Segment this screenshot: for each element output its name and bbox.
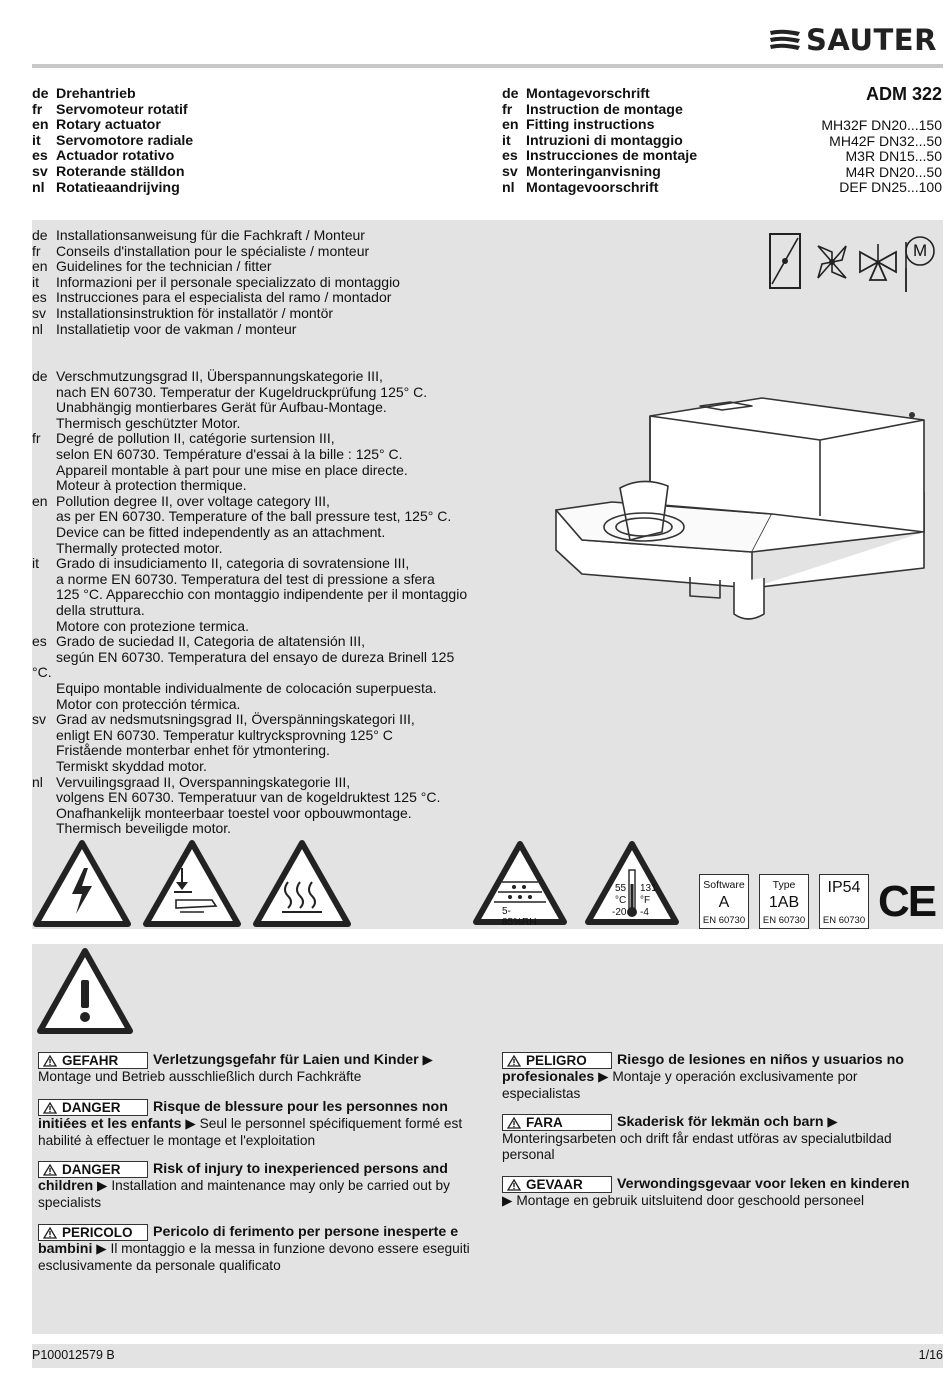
header-row: [502, 134, 683, 150]
temp-min-c: -20: [612, 907, 627, 918]
spec-block: [32, 494, 492, 556]
warning-triangle-icon: [43, 1227, 57, 1239]
spec-line: °C.: [32, 664, 52, 681]
warning-title: Verletzungsgefahr für Laien und Kinder: [153, 1052, 419, 1068]
variant-item: MH32F DN20...150: [821, 117, 942, 133]
header-text: Roterande ställdon: [56, 164, 185, 180]
warning-block: [38, 1224, 478, 1274]
spec-block: [32, 556, 492, 634]
header-row: [32, 149, 174, 165]
header-row: [32, 87, 136, 103]
lang-code: nl: [502, 179, 515, 196]
lang-code: sv: [32, 164, 48, 180]
spec-line: nach EN 60730. Temperatur der Kugeldruckprüfung 125° C.: [56, 383, 428, 400]
spec-line: Thermally protected motor.: [56, 539, 223, 556]
motor-symbol-label: M: [913, 241, 928, 260]
spec-block: [32, 775, 492, 837]
humidity-range: 5-85%RH: [502, 906, 537, 928]
guideline-row: [32, 306, 333, 322]
spec-line: Device can be fitted independently as an attachment.: [56, 523, 386, 540]
lang-code: it: [32, 555, 39, 572]
header-text: Servomoteur rotatif: [56, 101, 188, 118]
warning-body: ▶ Montage und Betrieb ausschließlich durch Fachkräfte: [38, 1052, 433, 1084]
model-number: ADM 322: [865, 84, 942, 104]
warning-block: [502, 1176, 922, 1209]
guideline-row: [32, 259, 272, 275]
footer-bar: [32, 1344, 943, 1368]
guideline-text: Guidelines for the technician / fitter: [56, 258, 272, 275]
warning-tag: [502, 1176, 612, 1193]
spec-line: Motore con protezione termica.: [56, 617, 249, 634]
header-row: [502, 165, 661, 181]
lang-code: de: [32, 227, 48, 243]
ip-rating-badge: IP54 EN 60730: [819, 874, 869, 929]
spec-line: a norme EN 60730. Temperatura del test di pressione a sfera: [56, 570, 435, 587]
lang-code: es: [32, 633, 47, 650]
header-text: Rotatieaandrijving: [56, 179, 180, 196]
lang-code: it: [502, 132, 511, 149]
hot-surface-hazard-icon: [252, 838, 352, 928]
warning-body: ▶ Installation and maintenance may only be carried out by specialists: [38, 1178, 450, 1210]
page-number: 1/16: [918, 1348, 943, 1362]
warning-tag: [38, 1052, 148, 1069]
header-row: [32, 181, 180, 197]
spec-line: Vervuilingsgraad II, Overspanningskategorie III,: [56, 773, 351, 790]
warning-tag: [38, 1099, 148, 1116]
lang-code: nl: [32, 773, 43, 790]
temp-min-f: -4: [640, 907, 649, 918]
type-badge: Type 1AB EN 60730: [759, 874, 809, 929]
spec-line: enligt EN 60730. Temperatur kultrycksprovning 125° C: [56, 726, 393, 743]
guideline-row: [32, 228, 365, 244]
warning-triangle-icon: [43, 1102, 57, 1114]
ce-mark: CE: [878, 877, 936, 926]
butterfly-valve-icon: [812, 242, 852, 282]
lang-code: fr: [32, 430, 41, 447]
spec-line: Grad av nedsmutsningsgrad II, Överspänningskategori III,: [56, 711, 415, 728]
guideline-row: [32, 244, 369, 260]
spec-line: as per EN 60730. Temperature of the ball pressure test, 125° C.: [56, 508, 452, 525]
guideline-text: Installationsanweisung für die Fachkraft / Monteur: [56, 227, 365, 243]
warning-body: ▶ Montaje y operación exclusivamente por especialistas: [502, 1069, 858, 1101]
header-text: Actuador rotativo: [56, 148, 175, 165]
header-text: Drehantrieb: [56, 86, 136, 102]
spec-line: Grado di insudiciamento II, categoria di sovratensione III,: [56, 555, 410, 572]
spec-line: selon EN 60730. Température d'essai à la bille : 125° C.: [56, 445, 403, 462]
actuator-illustration: [552, 392, 932, 627]
variant-item: MH42F DN32...50: [829, 132, 942, 149]
spec-line: 125 °C. Apparecchio con montaggio indipendente per il montaggio: [56, 586, 468, 603]
spec-block: [32, 431, 492, 493]
temp-unit-f: °F: [640, 895, 651, 906]
spec-line: Termiskt skyddad motor.: [56, 757, 207, 774]
guideline-text: Informazioni per il personale specializzato di montaggio: [56, 273, 400, 290]
spec-line: Fristående monterbar enhet för ytmontering.: [56, 742, 330, 759]
lang-code: es: [32, 289, 47, 306]
spec-line: della struttura.: [56, 601, 145, 618]
header-text: Instruction de montage: [526, 101, 683, 118]
spec-line: Thermisch geschützter Motor.: [56, 414, 241, 431]
spec-line: Equipo montable individualmente de colocación superpuesta.: [56, 679, 437, 696]
warning-tag-label: DANGER: [62, 1161, 121, 1177]
temp-max-f: 131: [640, 883, 657, 894]
warning-tag-label: GEVAAR: [526, 1176, 583, 1192]
lang-code: de: [502, 86, 519, 102]
warning-triangle-icon: [507, 1117, 521, 1129]
header-text: Montagevorschrift: [526, 86, 650, 102]
temp-unit-c: °C: [615, 895, 627, 906]
lang-code: sv: [32, 711, 46, 728]
variant-item: DEF DN25...100: [839, 179, 942, 196]
lang-code: nl: [32, 179, 45, 196]
guideline-row: [32, 290, 391, 306]
warning-tag-label: PERICOLO: [62, 1224, 133, 1240]
electric-hazard-icon: [32, 838, 132, 928]
lang-code: it: [32, 132, 41, 149]
warning-block: [38, 1161, 478, 1211]
header-text: Rotary actuator: [56, 117, 161, 134]
variant-item: M3R DN15...50: [845, 148, 942, 165]
warning-body: ▶ Seul le personnel spécifiquement formé est habilité à effectuer le montage et l'exploitation: [38, 1116, 463, 1148]
variant-item: M4R DN20...50: [845, 163, 942, 180]
warning-tag: [38, 1224, 148, 1241]
warning-block: [502, 1114, 922, 1163]
guideline-text: Conseils d'installation pour le spécialiste / monteur: [56, 242, 370, 259]
warning-body: ▶ Monteringsarbeten och drift får endast utföras av specialutbildad personal: [502, 1114, 892, 1162]
warning-triangle-icon: [43, 1164, 57, 1176]
spec-line: Motor con protección térmica.: [56, 695, 241, 712]
warning-tag-label: FARA: [526, 1114, 563, 1130]
warning-title: Risk of injury to inexperienced persons and children: [38, 1161, 448, 1194]
warning-body: ▶ Il montaggio e la messa in funzione devono essere eseguiti esclusivamente da personale qualificato: [38, 1241, 470, 1273]
spec-line: Verschmutzungsgrad II, Überspannungskategorie III,: [56, 368, 383, 384]
lang-code: nl: [32, 320, 43, 337]
spec-line: Onafhankelijk monteerbaar toestel voor opbouwmontage.: [56, 804, 412, 821]
lang-code: en: [32, 258, 48, 275]
spec-line: Appareil montable à part pour une mise en place directe.: [56, 461, 408, 478]
warning-title: Risque de blessure pour les personnes non initiées et les enfants: [38, 1099, 448, 1132]
warning-title: Skaderisk för lekmän och barn: [617, 1114, 824, 1130]
three-way-valve-icon: [858, 242, 898, 282]
spec-line: Unabhängig montierbares Gerät für Aufbau-Montage.: [56, 399, 387, 416]
brand-name: SAUTER: [806, 23, 937, 57]
header-row: [502, 87, 650, 103]
warning-title: Pericolo di ferimento per persone inesperte e bambini: [38, 1224, 459, 1257]
warning-tag: [38, 1161, 148, 1178]
lang-code: it: [32, 273, 39, 290]
lang-code: en: [32, 117, 49, 134]
spec-block: [32, 634, 492, 712]
warning-tag: [502, 1114, 612, 1131]
header-row: [32, 118, 161, 134]
guideline-row: [32, 322, 296, 338]
lang-code: es: [32, 148, 48, 165]
spec-line: Degré de pollution II, catégorie surtension III,: [56, 430, 335, 447]
lang-code: de: [32, 86, 49, 102]
lang-code: sv: [502, 164, 518, 180]
spec-line: según EN 60730. Temperatura del ensayo de dureza Brinell 125: [56, 648, 455, 665]
header-row: [32, 165, 185, 181]
header-row: [32, 103, 188, 119]
warning-title: Verwondingsgevaar voor leken en kinderen: [617, 1176, 910, 1192]
spec-line: Moteur à protection thermique.: [56, 477, 247, 494]
warning-triangle-icon: [507, 1055, 521, 1067]
temperature-icon: [584, 840, 680, 926]
guideline-text: Installatietip voor de vakman / monteur: [56, 320, 297, 337]
header-rule: [32, 64, 943, 68]
sauter-wing-icon: [768, 27, 802, 53]
header-row: [32, 134, 193, 150]
spec-block: [32, 712, 492, 774]
header-row: [502, 149, 697, 165]
spec-block: [32, 369, 492, 431]
guideline-text: Instrucciones para el especialista del ramo / montador: [56, 289, 392, 306]
document-number: P100012579 B: [32, 1348, 115, 1362]
lang-code: fr: [502, 101, 513, 118]
lang-code: sv: [32, 305, 46, 321]
damper-icon: [768, 232, 802, 290]
motor-symbol: [902, 228, 942, 298]
header-text: Fitting instructions: [526, 117, 655, 134]
warning-tag-label: GEFAHR: [62, 1052, 119, 1068]
sauter-logo: [768, 22, 944, 58]
warning-tag-label: DANGER: [62, 1099, 121, 1115]
temp-max-c: 55: [615, 883, 627, 894]
warning-title: Riesgo de lesiones en niños y usuarios no profesionales: [502, 1052, 904, 1085]
lang-code: de: [32, 368, 48, 384]
lang-code: es: [502, 148, 518, 165]
header-row: [502, 118, 654, 134]
lang-code: en: [502, 117, 519, 134]
spec-line: Grado de suciedad II, Categoria de altatensión III,: [56, 633, 365, 650]
header-text: Intruzioni di montaggio: [526, 132, 683, 149]
header-text: Montagevoorschrift: [526, 179, 659, 196]
lang-code: en: [32, 492, 48, 509]
warning-block: [38, 1099, 478, 1149]
warning-body: ▶ Montage en gebruik uitsluitend door geschoold personeel: [502, 1193, 865, 1208]
warning-block: [38, 1052, 478, 1085]
software-class-badge: Software A EN 60730: [699, 874, 749, 929]
spec-line: Pollution degree II, over voltage category III,: [56, 492, 330, 509]
warning-tag-label: PELIGRO: [526, 1052, 587, 1068]
spec-line: Thermisch beveiligde motor.: [56, 820, 232, 837]
lang-code: fr: [32, 101, 43, 118]
warning-block: [502, 1052, 922, 1102]
warning-triangle-icon: [43, 1055, 57, 1067]
general-warning-icon: [36, 946, 134, 1036]
warning-triangle-icon: [507, 1179, 521, 1191]
guideline-row: [32, 275, 400, 291]
lang-code: fr: [32, 242, 41, 259]
spec-line: volgens EN 60730. Temperatuur van de kogeldruktest 125 °C.: [56, 789, 441, 806]
hand-crush-hazard-icon: [142, 838, 242, 928]
header-text: Servomotore radiale: [56, 132, 194, 149]
header-text: Monteringanvisning: [526, 164, 661, 180]
guideline-text: Installationsinstruktion för installatör / montör: [56, 305, 334, 321]
header-row: [502, 103, 683, 119]
warning-tag: [502, 1052, 612, 1069]
header-text: Instrucciones de montaje: [526, 148, 698, 165]
header-row: [502, 181, 658, 197]
